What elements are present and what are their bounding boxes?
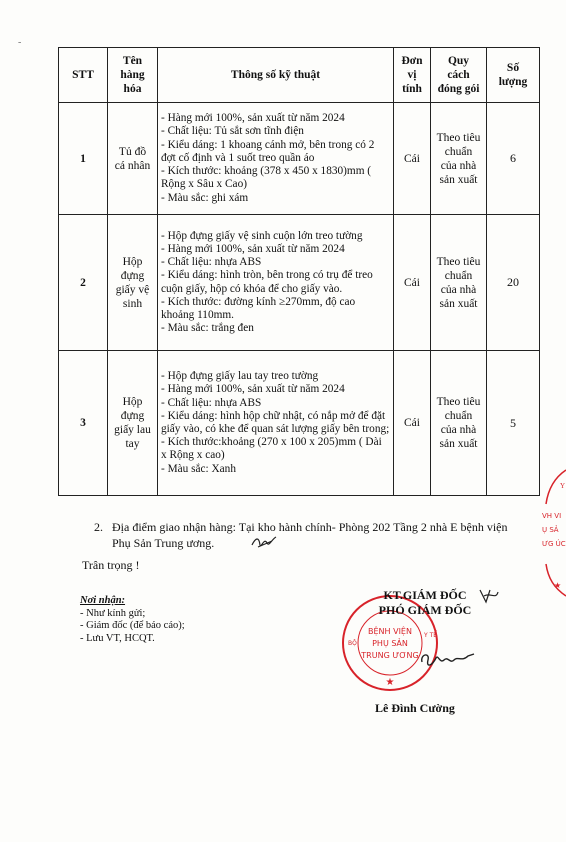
svg-text:Y TẾ: Y TẾ	[424, 632, 438, 639]
row-item-name: Hộp đựng giấy vệ sinh	[108, 215, 158, 351]
row-stt: 1	[59, 103, 108, 215]
margin-mark: -	[18, 37, 22, 48]
svg-text:PHỤ SẢN: PHỤ SẢN	[372, 639, 408, 648]
title-initials	[478, 586, 500, 604]
signature-title-1: KT.GIÁM ĐỐC	[383, 588, 467, 602]
svg-text:★: ★	[385, 677, 395, 688]
svg-text:TRUNG ƯƠNG: TRUNG ƯƠNG	[361, 651, 419, 660]
signature-title-2: PHÓ GIÁM ĐỐC	[378, 603, 472, 617]
delivery-text: Địa điểm giao nhận hàng: Tại kho hành chính- Phòng 202 Tầng 2 nhà E bệnh viện Phụ Sản Trung ương.	[112, 520, 508, 550]
row-packing: Theo tiêu chuẩn của nhà sản xuất	[431, 103, 487, 215]
header-name: Tên hàng hóa	[108, 48, 158, 103]
row-packing: Theo tiêu chuẩn của nhà sản xuất	[431, 351, 487, 496]
handwritten-signature	[418, 648, 478, 672]
row-quantity: 20	[487, 215, 540, 351]
table-row	[59, 103, 540, 215]
recipients-block	[80, 595, 185, 645]
svg-text:ƯG ÚC: ƯG ÚC	[542, 540, 566, 548]
table-header-row	[59, 48, 540, 103]
row-packing: Theo tiêu chuẩn của nhà sản xuất	[431, 215, 487, 351]
recipient-item: - Lưu VT, HCQT.	[80, 632, 155, 644]
recipient-item: - Như kính gửi;	[80, 607, 146, 619]
closing-regards: Trân trọng !	[82, 558, 140, 572]
recipients-heading: Nơi nhận:	[80, 595, 126, 606]
specification-table	[58, 47, 540, 496]
row-stt: 2	[59, 215, 108, 351]
edge-stamp-fragment	[536, 468, 566, 598]
svg-text:VH VI: VH VI	[542, 512, 562, 520]
initial-signature	[250, 533, 278, 551]
table-row	[59, 215, 540, 351]
header-spec: Thông số kỹ thuật	[158, 48, 394, 103]
row-specs: - Hộp đựng giấy vệ sinh cuộn lớn treo tường - Hàng mới 100%, sản xuất từ năm 2024 - Chất liệu: nhựa ABS - Kiểu dáng: hình tròn, bên trong có trụ để treo cuộn giấy, hộp có khóa để cho giấy vào. - Kích thước: đường kính ≥270mm, độ cao khoảng 110mm. - Màu sắc: trắng đen	[158, 215, 394, 351]
header-unit: Đơn vị tính	[394, 48, 431, 103]
svg-text:★: ★	[554, 581, 562, 590]
row-specs: - Hàng mới 100%, sản xuất từ năm 2024 - Chất liệu: Tủ sắt sơn tĩnh điện - Kiểu dáng: 1 khoang cánh mở, bên trong có 2 đợt cố định và 1 suốt treo quần áo - Kích thước: khoảng (378 x 450 x 1830)mm ( Rộng x Sâu x Cao) - Màu sắc: ghi xám	[158, 103, 394, 215]
row-item-name: Tủ đồ cá nhân	[108, 103, 158, 215]
row-item-name: Hộp đựng giấy lau tay	[108, 351, 158, 496]
recipient-item: - Giám đốc (để báo cáo);	[80, 620, 185, 631]
svg-text:Ụ SẢ: Ụ SẢ	[542, 526, 559, 534]
row-unit: Cái	[394, 103, 431, 215]
delivery-number: 2.	[94, 520, 103, 534]
row-specs: - Hộp đựng giấy lau tay treo tường - Hàng mới 100%, sản xuất từ năm 2024 - Chất liệu: nhựa ABS - Kiểu dáng: hình hộp chữ nhật, có nắp mở để đặt giấy vào, có khe để quan sát lượng giấy bên trong; - Kích thước:khoảng (270 x 100 x 205)mm ( Dài x Rộng x cao) - Màu sắc: Xanh	[158, 351, 394, 496]
header-stt: STT	[59, 48, 108, 103]
row-quantity: 6	[487, 103, 540, 215]
row-quantity: 5	[487, 351, 540, 496]
row-unit: Cái	[394, 215, 431, 351]
row-unit: Cái	[394, 351, 431, 496]
header-quantity: Số lượng	[487, 48, 540, 103]
svg-text:BỆNH VIỆN: BỆNH VIỆN	[368, 627, 412, 636]
header-packing: Quy cách đóng gói	[431, 48, 487, 103]
signer-name: Lê Đình Cường	[375, 701, 455, 715]
delivery-location	[96, 519, 516, 551]
table-row	[59, 351, 540, 496]
svg-text:BỘ: BỘ	[348, 640, 357, 647]
svg-text:Y: Y	[560, 482, 566, 490]
row-stt: 3	[59, 351, 108, 496]
